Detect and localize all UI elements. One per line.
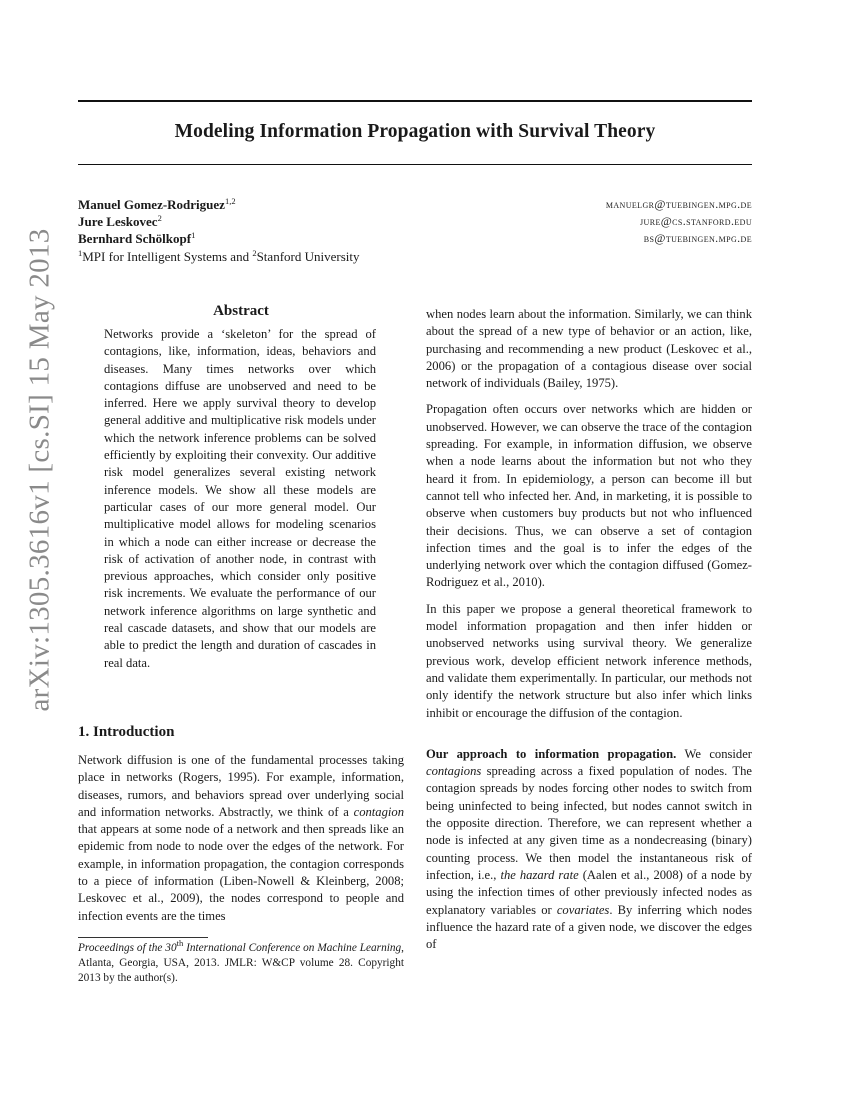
approach-text-c: (Aalen et al., 2008) of a node by using the infection times of other previously infected nodes as explanatory variables or [426, 867, 753, 917]
approach-text-d: . By inferring which nodes influence the hazard rate of a given node, we discover the edges of [426, 902, 752, 952]
approach-text-a: We consider [676, 746, 752, 761]
author-block [78, 196, 752, 265]
author-row [78, 230, 752, 247]
author-affil-sup: 1 [191, 230, 196, 240]
right-column [426, 306, 752, 953]
affil-sup-2: 2 [252, 248, 257, 258]
footnote-sup: th [176, 938, 184, 948]
author-email: jure@cs.stanford.edu [640, 214, 752, 228]
author-email: manuelgr@tuebingen.mpg.de [605, 197, 752, 211]
emph-contagions: contagions [426, 764, 482, 779]
intro-paragraph [78, 752, 404, 925]
approach-text-b: spreading across a fixed population of nodes. The contagion spreads by nodes forcing other nodes to switch from being uninfected to being infected, but nodes cannot switch in the opposite direction. Therefore, we can represent whether a node is infected at any given time as a nondecreasing (binary) counting process. We then model the instantaneous risk of infection, i.e., [426, 764, 752, 882]
section-heading-introduction: 1. Introduction [78, 724, 175, 740]
author-name: Jure Leskovec [78, 214, 158, 229]
footnote-proceedings-a: Proceedings of the 30 [78, 942, 177, 954]
author-row [78, 213, 752, 230]
body-paragraph: In this paper we propose a general theoretical framework to model information propagation and then infer hidden or unobserved networks using survival theory. We generalize previous work, develop efficient network inference methods, and validate them experimentally. In particular, our methods not only identify the network structure but also infer which links inhibit or encourage the diffusion of the contagion. [426, 601, 752, 720]
author-name: Bernhard Schölkopf [78, 231, 192, 246]
footnote-text: , Atlanta, Georgia, USA, 2013. JMLR: W&CP volume 28. Copyright 2013 by the author(s). [78, 942, 404, 984]
affil-sup-1: 1 [78, 248, 83, 258]
paper-title: Modeling Information Propagation with Survival Theory [174, 121, 656, 142]
abstract-heading: Abstract [213, 303, 269, 319]
affil-text-2: Stanford University [256, 249, 360, 264]
proceedings-footnote [78, 938, 404, 986]
arxiv-identifier: arXiv:1305.3616v1 [cs.SI] 15 May 2013 [23, 228, 56, 712]
emph-covariates: covariates [556, 902, 610, 917]
author-affil-sup: 2 [157, 213, 162, 223]
body-paragraph: Propagation often occurs over networks which are hidden or unobserved. However, we can observe the trace of the contagion spreading. For example, in information diffusion, we observe when a node learns about the information but not who they heard it from. In epidemiology, a person can become ill but cannot tell who infected her. And, in marketing, it is possible to observe when customers buy products but not who influenced their decisions. Thus, we can observe a set of contagion infection times and the goal is to infer the edges of the underlying network over which the contagion diffused (Gomez-Rodriguez et al., 2010). [426, 402, 752, 590]
body-paragraph-approach [426, 746, 752, 954]
affil-text-1: MPI for Intelligent Systems and [82, 249, 253, 264]
footnote-rule [78, 937, 208, 938]
title-bottom-rule [78, 164, 752, 165]
footnote-proceedings-b: International Conference on Machine Learning [183, 942, 402, 954]
abstract-text: Networks provide a ‘skeleton’ for the spread of contagions, like, information, ideas, behaviors and diseases. Many times networks over which contagions diffuse are unobserved and need to be inferred. Here we apply survival theory to develop general additive and multiplicative risk models under which the network inference problems can be solved efficiently by exploiting their convexity. Our additive risk model generalizes several existing network inference models. We show all these models are particular cases of our more general model. Our multiplicative model allows for modeling scenarios in which a node can either increase or decrease the risk of activation of another node, in contrast with previous approaches, which consider only positive risk increments. We evaluate the performance of our network inference algorithms on large synthetic and real cascade datasets, and show that our models are able to predict the length and duration of cascades in real data. [104, 327, 376, 670]
author-email: bs@tuebingen.mpg.de [643, 231, 752, 245]
intro-text-b: that appears at some node of a network and then spreads like an epidemic from node to node over the edges of the network. For example, in information propagation, the contagion corresponds to a piece of information (Liben-Nowell & Kleinberg, 2008; Leskovec et al., 2009), the nodes correspond to people and infection events are the times [78, 822, 404, 923]
intro-emph-contagion: contagion [353, 804, 404, 819]
affiliations [78, 248, 752, 265]
body-paragraph: when nodes learn about the information. Similarly, we can think about the spread of a new type of behavior or an action, like, purchasing and recommending a new product (Leskovec et al., 2006) or the propagation of a contagious disease over social network of individuals (Bailey, 1975). [426, 307, 752, 391]
author-row [78, 196, 752, 213]
intro-text-a: Network diffusion is one of the fundamental processes taking place in networks (Rogers, 1995). For example, information, diseases, rumors, and behaviors spread over underlying social and information networks. Abstractly, we think of a [78, 753, 404, 819]
paragraph-run-in-heading: Our approach to information propagation. [426, 746, 677, 761]
title-top-rule [78, 100, 752, 102]
author-name: Manuel Gomez-Rodriguez [78, 197, 225, 212]
author-affil-sup: 1,2 [224, 196, 236, 206]
emph-hazard-rate: the hazard rate [500, 867, 579, 882]
